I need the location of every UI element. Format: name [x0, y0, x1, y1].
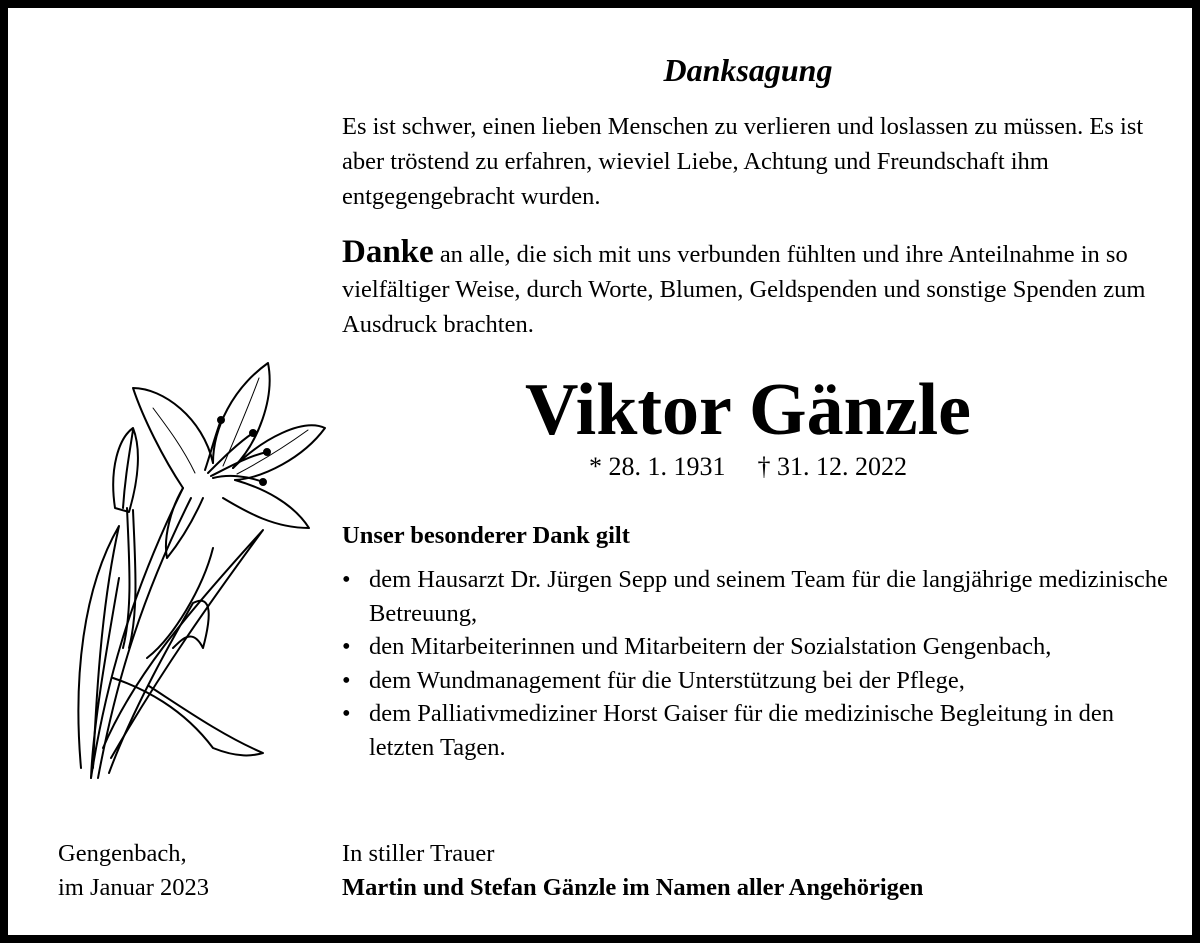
list-item-text: dem Palliativmediziner Horst Gaiser für die medizinische Begleitung in den letzten Tagen.	[369, 700, 1115, 761]
bullet-icon: •	[342, 633, 351, 660]
bullet-icon: •	[342, 666, 351, 694]
danke-paragraph	[342, 235, 1172, 342]
thanks-list	[342, 563, 1172, 764]
death-date: † 31. 12. 2022	[757, 452, 907, 481]
deceased-name: Viktor Gänzle	[524, 369, 972, 451]
list-item-text: dem Hausarzt Dr. Jürgen Sepp und seinem Team für die langjährige medizinische Betreuung,	[369, 566, 1168, 627]
life-dates	[338, 450, 1158, 484]
lily-flower-drawing	[63, 348, 343, 793]
birth-date: * 28. 1. 1931	[589, 452, 726, 481]
list-item-text: den Mitarbeiterinnen und Mitarbeitern der Sozialstation Gengenbach,	[369, 633, 1052, 660]
list-item	[342, 630, 1172, 664]
place-line: Gengenbach,	[58, 840, 187, 867]
list-item	[342, 563, 1172, 630]
list-item	[342, 697, 1172, 764]
list-item-text: dem Wundmanagement für die Unterstützung bei der Pflege,	[369, 666, 965, 694]
signers: Martin und Stefan Gänzle im Namen aller Angehörigen	[342, 874, 924, 901]
bullet-icon: •	[342, 566, 351, 593]
mourning-line: In stiller Trauer	[342, 840, 495, 867]
list-item	[342, 664, 1172, 698]
place-and-date	[58, 837, 209, 905]
danke-word: Danke	[342, 234, 434, 270]
bullet-icon: •	[342, 700, 351, 727]
mourning-block	[342, 837, 923, 905]
date-line: im Januar 2023	[58, 874, 210, 901]
intro-paragraph: Es ist schwer, einen lieben Menschen zu verlieren und loslassen zu müssen. Es ist aber tröstend zu erfahren, wieviel Liebe, Achtung und Freundschaft ihm entgegengebracht wurden.	[342, 113, 1144, 210]
page-title: Danksagung	[663, 52, 833, 88]
danke-text: an alle, die sich mit uns verbunden fühlten und ihre Anteilnahme in so vielfältiger Weise, durch Worte, Blumen, Geldspenden und sonstige Spenden zum Ausdruck brachten.	[342, 241, 1146, 338]
thanks-heading: Unser besonderer Dank gilt	[342, 522, 630, 549]
